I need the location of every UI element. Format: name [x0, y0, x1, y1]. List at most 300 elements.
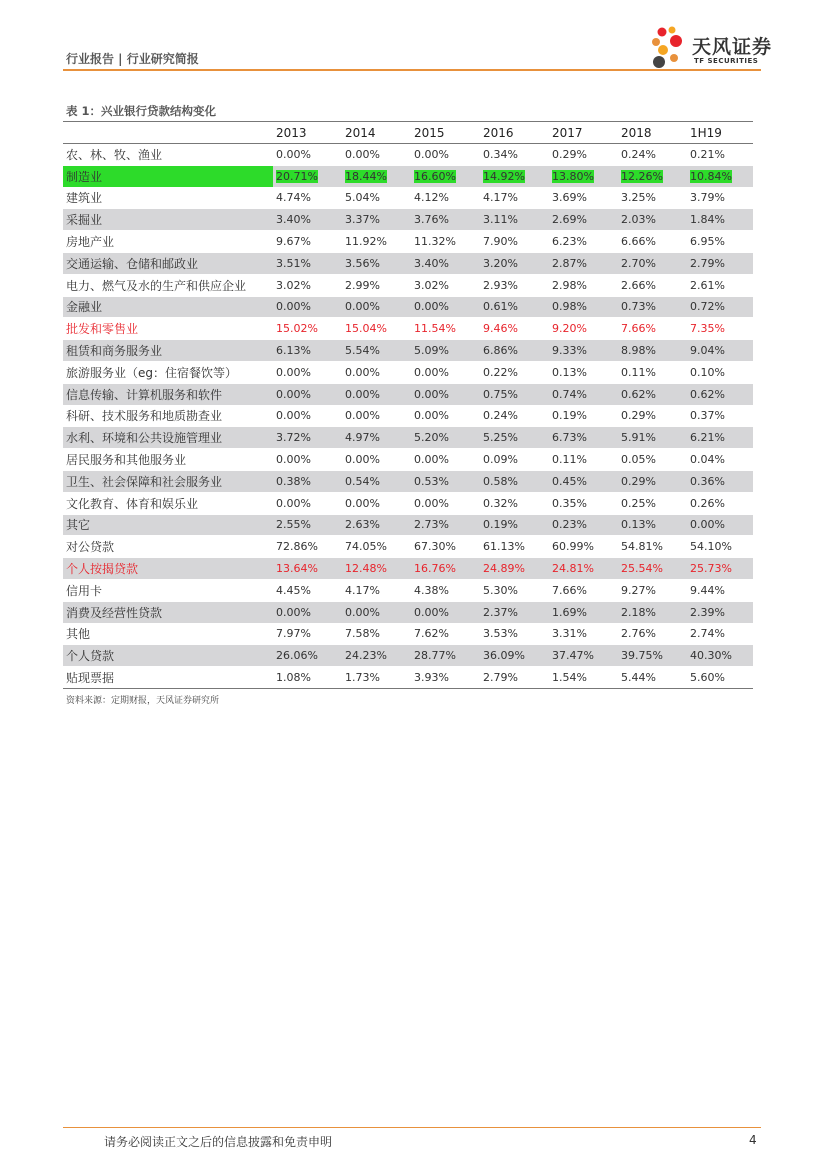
row-label: 卫生、社会保障和社会服务业: [63, 470, 273, 492]
value-cell: [480, 645, 549, 667]
value-text: 24.81%: [552, 562, 594, 576]
value-text: 0.00%: [276, 147, 311, 161]
table-row: [63, 536, 753, 558]
footer-disclaimer: 请务必阅读正文之后的信息披露和免责申明: [104, 1135, 333, 1149]
value-text: 0.98%: [552, 300, 587, 314]
value-cell: [273, 536, 342, 558]
value-cell: [273, 514, 342, 536]
value-cell: [273, 144, 342, 166]
row-label: 房地产业: [63, 231, 273, 253]
value-cell: [480, 144, 549, 166]
value-cell: [273, 165, 342, 187]
value-cell: [273, 383, 342, 405]
value-text: 28.77%: [414, 649, 456, 663]
value-text: 3.11%: [483, 213, 518, 227]
value-text: 3.76%: [414, 213, 449, 227]
value-cell: [618, 318, 687, 340]
value-cell: [618, 383, 687, 405]
value-cell: [549, 623, 618, 645]
value-text: 2.61%: [690, 278, 725, 292]
value-text: 7.58%: [345, 627, 380, 641]
value-text: 24.89%: [483, 562, 525, 576]
value-cell: [411, 623, 480, 645]
value-text: 5.44%: [621, 671, 656, 685]
value-cell: [687, 405, 753, 427]
value-text: 3.93%: [414, 671, 449, 685]
row-label: 消费及经营性贷款: [63, 601, 273, 623]
value-text: 54.81%: [621, 540, 663, 554]
value-text: 0.00%: [345, 453, 380, 467]
value-cell: [273, 361, 342, 383]
value-cell: [687, 144, 753, 166]
value-cell: [342, 361, 411, 383]
value-text: 5.09%: [414, 344, 449, 358]
value-text: 0.00%: [414, 387, 449, 401]
value-cell: [549, 144, 618, 166]
value-cell: [411, 427, 480, 449]
row-label: 居民服务和其他服务业: [63, 449, 273, 471]
value-text: 0.54%: [345, 474, 380, 488]
value-text: 74.05%: [345, 540, 387, 554]
value-cell: [549, 514, 618, 536]
value-cell: [687, 361, 753, 383]
value-text: 13.64%: [276, 562, 318, 576]
value-text: 11.92%: [345, 235, 387, 249]
value-cell: [273, 318, 342, 340]
value-cell: [411, 144, 480, 166]
row-label: 其它: [63, 514, 273, 536]
value-text: 2.73%: [414, 518, 449, 532]
value-cell: [411, 449, 480, 471]
value-cell: [273, 667, 342, 689]
row-label: 个人贷款: [63, 645, 273, 667]
value-cell: [618, 427, 687, 449]
value-text: 0.73%: [621, 300, 656, 314]
value-text: 0.29%: [621, 474, 656, 488]
table-row: [63, 514, 753, 536]
value-cell: [549, 470, 618, 492]
value-text: 0.00%: [345, 365, 380, 379]
value-text: 3.56%: [345, 256, 380, 270]
value-text: 0.13%: [621, 518, 656, 532]
value-cell: [273, 492, 342, 514]
value-text: 9.46%: [483, 322, 518, 336]
value-cell: [687, 383, 753, 405]
value-cell: [342, 187, 411, 209]
value-text: 9.67%: [276, 235, 311, 249]
value-text: 4.97%: [345, 431, 380, 445]
table-row: [63, 318, 753, 340]
value-text: 61.13%: [483, 540, 525, 554]
value-text: 5.60%: [690, 671, 725, 685]
table-row: [63, 645, 753, 667]
value-cell: [342, 470, 411, 492]
value-text: 0.29%: [552, 147, 587, 161]
value-text: 6.95%: [690, 235, 725, 249]
value-cell: [342, 601, 411, 623]
value-text: 2.70%: [621, 256, 656, 270]
value-text: 0.22%: [483, 365, 518, 379]
value-text: 39.75%: [621, 649, 663, 663]
value-cell: [549, 645, 618, 667]
value-text: 0.00%: [414, 496, 449, 510]
value-text: 0.00%: [414, 605, 449, 619]
row-label: 租赁和商务服务业: [63, 340, 273, 362]
value-text: 0.10%: [690, 365, 725, 379]
value-text: 9.04%: [690, 344, 725, 358]
value-text: 5.04%: [345, 191, 380, 205]
table-body: [63, 144, 753, 689]
value-cell: [549, 579, 618, 601]
value-cell: [618, 667, 687, 689]
value-cell: [480, 492, 549, 514]
value-text: 2.87%: [552, 256, 587, 270]
value-cell: [687, 536, 753, 558]
table-row: [63, 209, 753, 231]
value-cell: [618, 405, 687, 427]
value-text: 2.74%: [690, 627, 725, 641]
table-row: [63, 383, 753, 405]
value-text: 36.09%: [483, 649, 525, 663]
value-cell: [411, 536, 480, 558]
value-cell: [549, 449, 618, 471]
value-cell: [549, 165, 618, 187]
value-text: 11.54%: [414, 322, 456, 336]
table-row: [63, 667, 753, 689]
value-text: 3.69%: [552, 191, 587, 205]
value-text: 7.66%: [552, 583, 587, 597]
value-cell: [549, 383, 618, 405]
header-cell-year: 2017: [549, 123, 618, 144]
value-cell: [342, 340, 411, 362]
table-row: [63, 340, 753, 362]
value-text: 0.00%: [276, 387, 311, 401]
value-text: 3.37%: [345, 213, 380, 227]
value-text: 0.04%: [690, 453, 725, 467]
value-cell: [411, 361, 480, 383]
table-row: [63, 252, 753, 274]
value-text: 3.40%: [276, 213, 311, 227]
value-text: 11.32%: [414, 235, 456, 249]
value-cell: [480, 165, 549, 187]
value-text: 0.36%: [690, 474, 725, 488]
value-text: 4.17%: [483, 191, 518, 205]
value-cell: [480, 427, 549, 449]
value-text: 0.35%: [552, 496, 587, 510]
value-cell: [687, 558, 753, 580]
value-text: 12.26%: [621, 169, 663, 183]
value-text: 72.86%: [276, 540, 318, 554]
value-text: 13.80%: [552, 169, 594, 183]
value-text: 6.13%: [276, 344, 311, 358]
value-text: 2.55%: [276, 518, 311, 532]
value-text: 12.48%: [345, 562, 387, 576]
table-row: [63, 187, 753, 209]
header-divider: [63, 69, 761, 71]
value-cell: [480, 296, 549, 318]
value-cell: [687, 318, 753, 340]
value-cell: [273, 558, 342, 580]
value-cell: [411, 601, 480, 623]
value-text: 4.17%: [345, 583, 380, 597]
value-text: 1.54%: [552, 671, 587, 685]
value-cell: [273, 470, 342, 492]
value-cell: [273, 405, 342, 427]
header-cell-year: 2018: [618, 123, 687, 144]
value-text: 0.00%: [276, 453, 311, 467]
value-text: 0.00%: [276, 365, 311, 379]
value-cell: [687, 427, 753, 449]
row-label: 文化教育、体育和娱乐业: [63, 492, 273, 514]
value-cell: [342, 514, 411, 536]
value-text: 0.00%: [690, 518, 725, 532]
value-text: 0.29%: [621, 409, 656, 423]
value-cell: [618, 252, 687, 274]
value-cell: [480, 558, 549, 580]
value-cell: [687, 470, 753, 492]
value-cell: [687, 274, 753, 296]
value-cell: [549, 231, 618, 253]
value-text: 6.73%: [552, 431, 587, 445]
value-text: 2.03%: [621, 213, 656, 227]
value-text: 0.11%: [621, 365, 656, 379]
value-cell: [480, 209, 549, 231]
header-cell-label: [63, 123, 273, 144]
value-cell: [411, 558, 480, 580]
tf-securities-logo: [650, 26, 773, 70]
value-text: 3.51%: [276, 256, 311, 270]
value-cell: [549, 340, 618, 362]
value-text: 1.84%: [690, 213, 725, 227]
table-row: [63, 601, 753, 623]
value-text: 24.23%: [345, 649, 387, 663]
table-row: [63, 623, 753, 645]
value-cell: [342, 274, 411, 296]
value-text: 14.92%: [483, 169, 525, 183]
value-text: 16.60%: [414, 169, 456, 183]
value-cell: [687, 296, 753, 318]
row-label: 科研、技术服务和地质勘查业: [63, 405, 273, 427]
value-cell: [480, 579, 549, 601]
value-text: 2.69%: [552, 213, 587, 227]
value-cell: [273, 449, 342, 471]
value-cell: [549, 492, 618, 514]
value-text: 0.00%: [414, 365, 449, 379]
value-text: 0.19%: [552, 409, 587, 423]
value-cell: [618, 340, 687, 362]
value-cell: [342, 318, 411, 340]
value-text: 2.39%: [690, 605, 725, 619]
value-text: 9.27%: [621, 583, 656, 597]
value-text: 7.90%: [483, 235, 518, 249]
value-cell: [342, 405, 411, 427]
value-cell: [687, 579, 753, 601]
table-row: [63, 274, 753, 296]
value-cell: [411, 274, 480, 296]
value-cell: [618, 645, 687, 667]
value-text: 3.53%: [483, 627, 518, 641]
row-label: 信用卡: [63, 579, 273, 601]
flower-logo-icon: [650, 26, 692, 70]
row-label: 水利、环境和公共设施管理业: [63, 427, 273, 449]
value-text: 37.47%: [552, 649, 594, 663]
value-text: 7.62%: [414, 627, 449, 641]
value-cell: [618, 361, 687, 383]
row-label: 信息传输、计算机服务和软件: [63, 383, 273, 405]
value-cell: [618, 623, 687, 645]
value-text: 3.31%: [552, 627, 587, 641]
value-cell: [687, 667, 753, 689]
value-cell: [342, 579, 411, 601]
value-text: 5.54%: [345, 344, 380, 358]
header-cell-year: 1H19: [687, 123, 753, 144]
value-cell: [618, 274, 687, 296]
value-text: 7.35%: [690, 322, 725, 336]
footer-divider: [63, 1127, 761, 1128]
value-cell: [480, 340, 549, 362]
table-header-row: [63, 123, 753, 144]
value-text: 0.09%: [483, 453, 518, 467]
value-text: 2.79%: [483, 671, 518, 685]
value-text: 0.21%: [690, 147, 725, 161]
value-cell: [549, 318, 618, 340]
value-cell: [273, 645, 342, 667]
value-text: 40.30%: [690, 649, 732, 663]
value-cell: [549, 274, 618, 296]
value-cell: [273, 427, 342, 449]
value-cell: [549, 601, 618, 623]
value-cell: [342, 296, 411, 318]
value-text: 0.00%: [276, 496, 311, 510]
logo-text-cn: 天风证券: [692, 36, 773, 58]
value-cell: [342, 558, 411, 580]
value-cell: [480, 623, 549, 645]
value-cell: [618, 470, 687, 492]
value-cell: [342, 144, 411, 166]
value-text: 0.37%: [690, 409, 725, 423]
value-cell: [480, 383, 549, 405]
value-cell: [342, 209, 411, 231]
value-cell: [273, 209, 342, 231]
value-cell: [687, 187, 753, 209]
value-cell: [411, 252, 480, 274]
value-text: 2.99%: [345, 278, 380, 292]
value-cell: [618, 558, 687, 580]
value-text: 0.61%: [483, 300, 518, 314]
value-cell: [618, 601, 687, 623]
value-cell: [411, 470, 480, 492]
value-cell: [549, 427, 618, 449]
value-cell: [480, 667, 549, 689]
value-text: 16.76%: [414, 562, 456, 576]
value-text: 9.33%: [552, 344, 587, 358]
value-cell: [411, 514, 480, 536]
value-text: 0.00%: [414, 300, 449, 314]
value-text: 0.13%: [552, 365, 587, 379]
value-text: 2.93%: [483, 278, 518, 292]
value-cell: [687, 645, 753, 667]
value-text: 3.72%: [276, 431, 311, 445]
value-cell: [342, 536, 411, 558]
value-text: 0.58%: [483, 474, 518, 488]
table-row: [63, 296, 753, 318]
loan-structure-table: [63, 123, 753, 689]
value-cell: [549, 405, 618, 427]
value-cell: [411, 383, 480, 405]
value-text: 2.79%: [690, 256, 725, 270]
value-cell: [618, 296, 687, 318]
value-cell: [411, 165, 480, 187]
value-text: 0.00%: [414, 453, 449, 467]
value-text: 9.20%: [552, 322, 587, 336]
table-row: [63, 449, 753, 471]
value-text: 6.23%: [552, 235, 587, 249]
row-label: 其他: [63, 623, 273, 645]
row-label: 交通运输、仓储和邮政业: [63, 252, 273, 274]
table-row: [63, 405, 753, 427]
value-cell: [411, 579, 480, 601]
value-cell: [549, 558, 618, 580]
row-label: 旅游服务业（eg：住宿餐饮等）: [63, 361, 273, 383]
row-label: 金融业: [63, 296, 273, 318]
value-cell: [273, 340, 342, 362]
value-cell: [342, 427, 411, 449]
value-text: 6.86%: [483, 344, 518, 358]
value-cell: [480, 514, 549, 536]
value-cell: [480, 361, 549, 383]
page-number: 4: [749, 1133, 757, 1147]
value-cell: [480, 187, 549, 209]
value-cell: [480, 470, 549, 492]
value-cell: [480, 449, 549, 471]
value-cell: [342, 449, 411, 471]
header-cell-year: 2013: [273, 123, 342, 144]
value-text: 15.02%: [276, 322, 318, 336]
row-label: 建筑业: [63, 187, 273, 209]
value-text: 0.00%: [345, 409, 380, 423]
table-title-divider: [63, 121, 753, 122]
value-cell: [273, 296, 342, 318]
value-text: 2.66%: [621, 278, 656, 292]
value-text: 2.63%: [345, 518, 380, 532]
value-cell: [549, 209, 618, 231]
value-cell: [687, 492, 753, 514]
table-row: [63, 231, 753, 253]
value-text: 0.26%: [690, 496, 725, 510]
value-text: 2.98%: [552, 278, 587, 292]
value-cell: [273, 623, 342, 645]
value-cell: [618, 449, 687, 471]
value-text: 25.54%: [621, 562, 663, 576]
value-cell: [273, 187, 342, 209]
value-text: 0.32%: [483, 496, 518, 510]
value-text: 0.62%: [621, 387, 656, 401]
value-cell: [618, 144, 687, 166]
table-row: [63, 558, 753, 580]
value-text: 4.45%: [276, 583, 311, 597]
value-cell: [549, 361, 618, 383]
value-cell: [618, 536, 687, 558]
value-text: 0.53%: [414, 474, 449, 488]
value-text: 0.24%: [483, 409, 518, 423]
value-cell: [687, 252, 753, 274]
value-cell: [342, 623, 411, 645]
value-text: 0.45%: [552, 474, 587, 488]
value-text: 0.00%: [414, 147, 449, 161]
value-text: 0.11%: [552, 453, 587, 467]
value-text: 60.99%: [552, 540, 594, 554]
value-text: 9.44%: [690, 583, 725, 597]
